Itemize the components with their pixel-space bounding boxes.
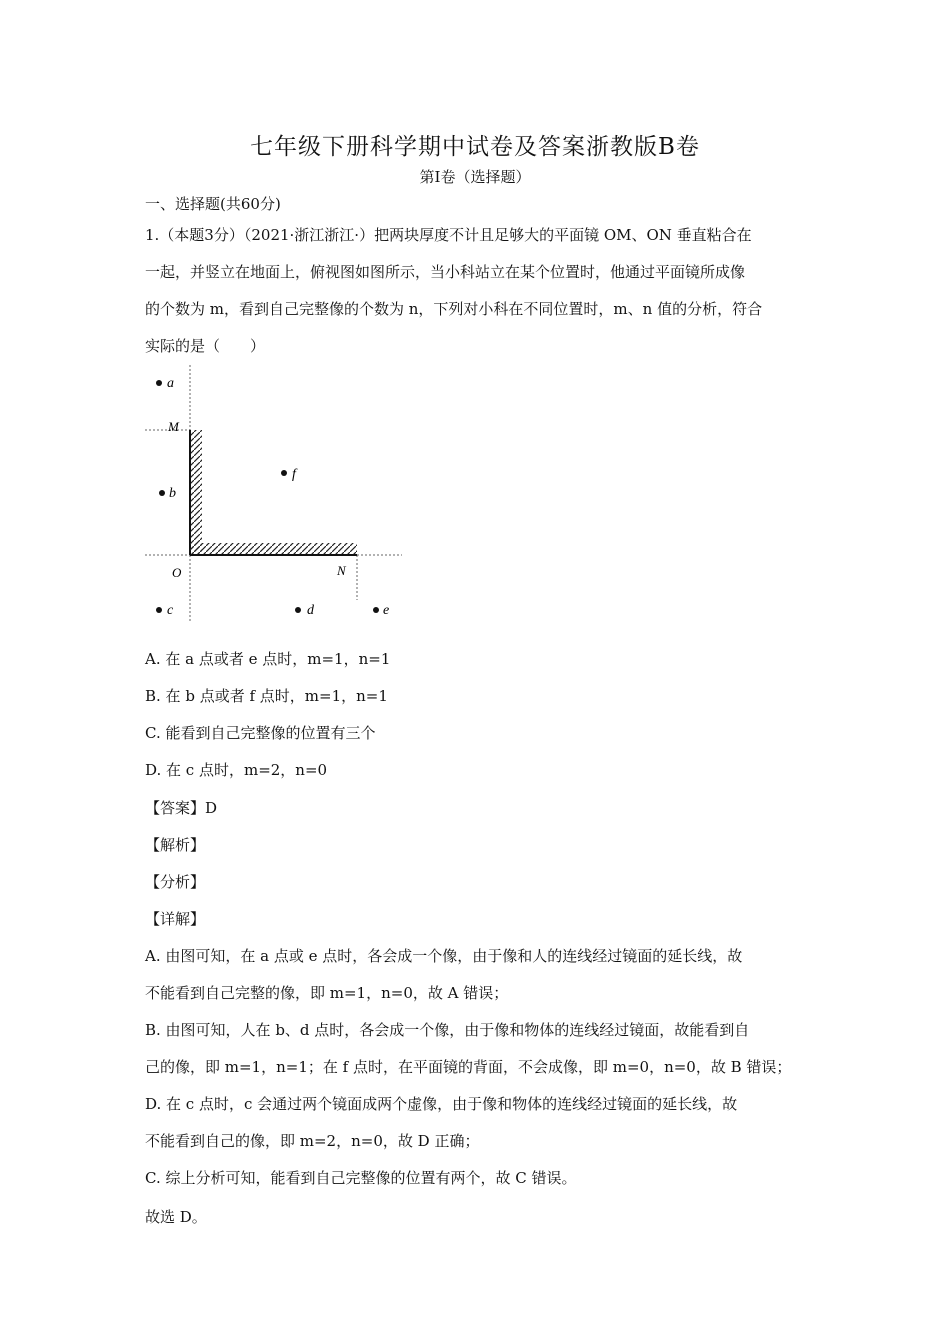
point-b-dot: [159, 490, 165, 496]
detail-b-line-2: 己的像，即 m=1，n=1；在 f 点时，在平面镜的背面，不会成像，即 m=0，n=0，故 B 错误；: [145, 1058, 792, 1076]
question-line-3: 的个数为 m，看到自己完整像的个数为 n，下列对小科在不同位置时，m、n 值的分析，符合: [145, 300, 763, 318]
mirror-om-hatch: [190, 430, 202, 555]
fenxi-heading: 【分析】: [145, 873, 206, 891]
label-o: O: [172, 565, 182, 580]
question-line-4: 实际的是（ ）: [145, 337, 266, 355]
option-c: C. 能看到自己完整像的位置有三个: [145, 724, 376, 742]
option-b: B. 在 b 点或者 f 点时，m=1，n=1: [145, 687, 388, 705]
point-d-label: d: [307, 603, 314, 618]
point-e-label: e: [383, 603, 390, 618]
question-line-2: 一起，并竖立在地面上，俯视图如图所示，当小科站立在某个位置时，他通过平面镜所成像: [145, 263, 746, 281]
volume-subtitle: 第Ⅰ卷（选择题）: [419, 168, 531, 186]
point-e-dot: [373, 607, 379, 613]
point-f-dot: [281, 470, 287, 476]
analysis-heading: 【解析】: [145, 836, 206, 854]
final-choice: 故选 D。: [145, 1208, 207, 1226]
point-a-label: a: [167, 376, 174, 391]
question-line-1: 1.（本题3分）（2021·浙江浙江·）把两块厚度不计且足够大的平面镜 OM、ON 垂直粘合在: [145, 226, 752, 244]
mirror-diagram: [140, 360, 420, 630]
detail-a-line-2: 不能看到自己完整的像，即 m=1，n=0，故 A 错误；: [145, 984, 509, 1002]
detail-c-line: C. 综上分析可知，能看到自己完整像的位置有两个，故 C 错误。: [145, 1169, 577, 1187]
answer: 【答案】D: [145, 799, 218, 817]
point-c-dot: [156, 607, 162, 613]
point-c-label: c: [167, 603, 174, 618]
point-f-label: f: [292, 467, 296, 482]
detail-heading: 【详解】: [145, 910, 206, 928]
label-m: M: [168, 419, 179, 434]
document-title: 七年级下册科学期中试卷及答案浙教版B卷: [250, 134, 700, 160]
option-a: A. 在 a 点或者 e 点时，m=1，n=1: [145, 650, 391, 668]
point-d-dot: [295, 607, 301, 613]
detail-d-line-1: D. 在 c 点时，c 会通过两个镜面成两个虚像，由于像和物体的连线经过镜面的延长线，故: [145, 1095, 738, 1113]
section-heading: 一、选择题(共60分): [145, 195, 281, 213]
point-a-dot: [156, 380, 162, 386]
label-n: N: [337, 563, 346, 578]
mirror-on-hatch: [190, 543, 357, 555]
detail-b-line-1: B. 由图可知，人在 b、d 点时，各会成一个像，由于像和物体的连线经过镜面，故能看到自: [145, 1021, 750, 1039]
detail-a-line-1: A. 由图可知，在 a 点或 e 点时，各会成一个像，由于像和人的连线经过镜面的延长线，故: [145, 947, 743, 965]
option-d: D. 在 c 点时，m=2，n=0: [145, 761, 328, 779]
point-b-label: b: [169, 486, 176, 501]
detail-d-line-2: 不能看到自己的像，即 m=2，n=0，故 D 正确；: [145, 1132, 480, 1150]
